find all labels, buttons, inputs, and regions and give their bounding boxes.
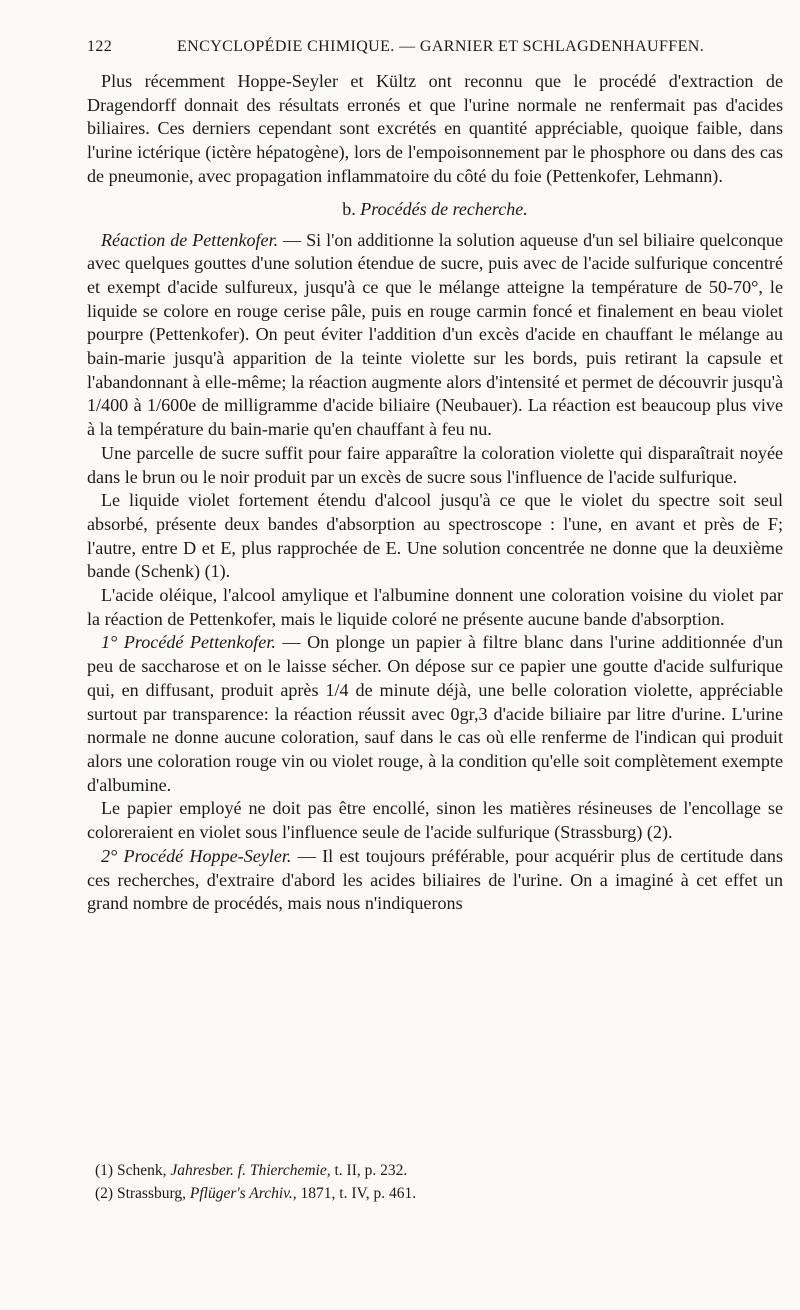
footnote-ref: 1871, t. IV, p. 461. [300, 1185, 417, 1202]
footnote-mark: (1) [95, 1162, 114, 1179]
footnote-mark: (2) [95, 1185, 114, 1202]
footnote [95, 1160, 783, 1181]
body-text [87, 70, 783, 916]
footnote-ref: t. II, p. 232. [334, 1162, 408, 1179]
paragraph [87, 845, 783, 916]
footnotes [87, 1160, 783, 1206]
footnote [95, 1183, 783, 1204]
paragraph [87, 631, 783, 797]
footnote-work: Jahresber. f. Thierchemie, [170, 1162, 331, 1179]
footnote-author: Strassburg, [116, 1185, 186, 1202]
paragraph: Plus récemment Hoppe-Seyler et Kültz ont reconnu que le procédé d'extraction de Dragendorff donnait des résultats erronés et que l'urine normale ne renfermait pas d'acides biliaires. Ces derniers cependant sont excrétés en quantité appréciable, quoique faible, dans l'urine ictérique (ictère hépatogène), lors de l'empoisonnement par le phosphore ou dans des cas de pneumonie, avec propagation inflammatoire du côté du foie (Pettenkofer, Lehmann). [87, 71, 783, 186]
paragraph: L'acide oléique, l'alcool amylique et l'albumine donnent une coloration voisine du violet par la réaction de Pettenkofer, mais le liquide coloré ne présente aucune bande d'absorption. [87, 585, 783, 629]
running-title: ENCYCLOPÉDIE CHIMIQUE. — GARNIER ET SCHLAGDENHAUFFEN. [177, 38, 705, 55]
section-heading [87, 198, 783, 221]
page [87, 38, 783, 1202]
paragraph-title: Réaction de Pettenkofer. [101, 229, 279, 250]
paragraph-text: — Il est toujours préférable, pour acquérir plus de certitude dans ces recherches, d'extraire d'abord les acides biliaires de l'urine. On a imaginé à cet effet un grand nombre de procédés, mais nous n'indiquerons [87, 845, 783, 914]
section-label: b. [342, 198, 356, 219]
paragraph: Le papier employé ne doit pas être encollé, sinon les matières résineuses de l'encollage se coloreraient en violet sous l'influence seule de l'acide sulfurique (Strassburg) (2). [87, 798, 783, 843]
page-number: 122 [87, 38, 113, 55]
paragraph [87, 229, 783, 442]
paragraph-text: — Si l'on additionne la solution aqueuse d'un sel biliaire quelconque avec quelques gouttes d'une solution étendue de sucre, puis avec de l'acide sulfurique concentré et exempt d'acide sulfureux, jusqu'à ce que le mélange atteigne la température de 50-70°, le liquide se colore en rouge cerise pâle, puis en rouge carmin foncé et finalement en beau violet pourpre (Pettenkofer). On peut éviter l'addition d'un excès d'acide en chauffant le mélange au bain-marie jusqu'à apparition de la teinte violette sur les bords, puis retirant la capsule et l'abandonnant à elle-même; la réaction augmente alors d'intensité et permet de découvrir jusqu'à 1/400 à 1/600e de milligramme d'acide biliaire (Neubauer). La réaction est beaucoup plus vive à la température du bain-marie qu'en chauffant à feu nu. [87, 229, 783, 440]
footnote-work: Pflüger's Archiv., [189, 1185, 297, 1202]
paragraph-title: 1° Procédé Pettenkofer. [101, 632, 276, 653]
paragraph-text: — On plonge un papier à filtre blanc dans l'urine additionnée d'un peu de saccharose et on le laisse sécher. On dépose sur ce papier une goutte d'acide sulfurique qui, en diffusant, produit après 1/4 de minute déjà, une belle coloration violette, appréciable surtout par transparence: la réaction réussit avec 0gr,3 d'acide biliaire par litre d'urine. L'urine normale ne donne aucune coloration, sauf dans le cas où elle renferme de l'indican qui produit alors une coloration rouge vin ou violet rouge, à la condition qu'elle soit complètement exempte d'albumine. [87, 632, 783, 795]
paragraph: Une parcelle de sucre suffit pour faire apparaître la coloration violette qui disparaîtrait noyée dans le brun ou le noir produit par un excès de sucre sous l'influence de l'acide sulfurique. [87, 442, 783, 487]
footnote-author: Schenk, [116, 1162, 167, 1179]
section-title: Procédés de recherche. [360, 198, 528, 219]
paragraph: Le liquide violet fortement étendu d'alcool jusqu'à ce que le violet du spectre soit seul absorbé, présente deux bandes d'absorption au spectroscope : l'une, en avant et près de F; l'autre, entre D et E, plus rapprochée de E. Une solution concentrée ne donne que la deuxième bande (Schenk) (1). [87, 490, 783, 582]
paragraph-title: 2° Procédé Hoppe-Seyler. [101, 845, 292, 866]
running-head [87, 38, 783, 62]
